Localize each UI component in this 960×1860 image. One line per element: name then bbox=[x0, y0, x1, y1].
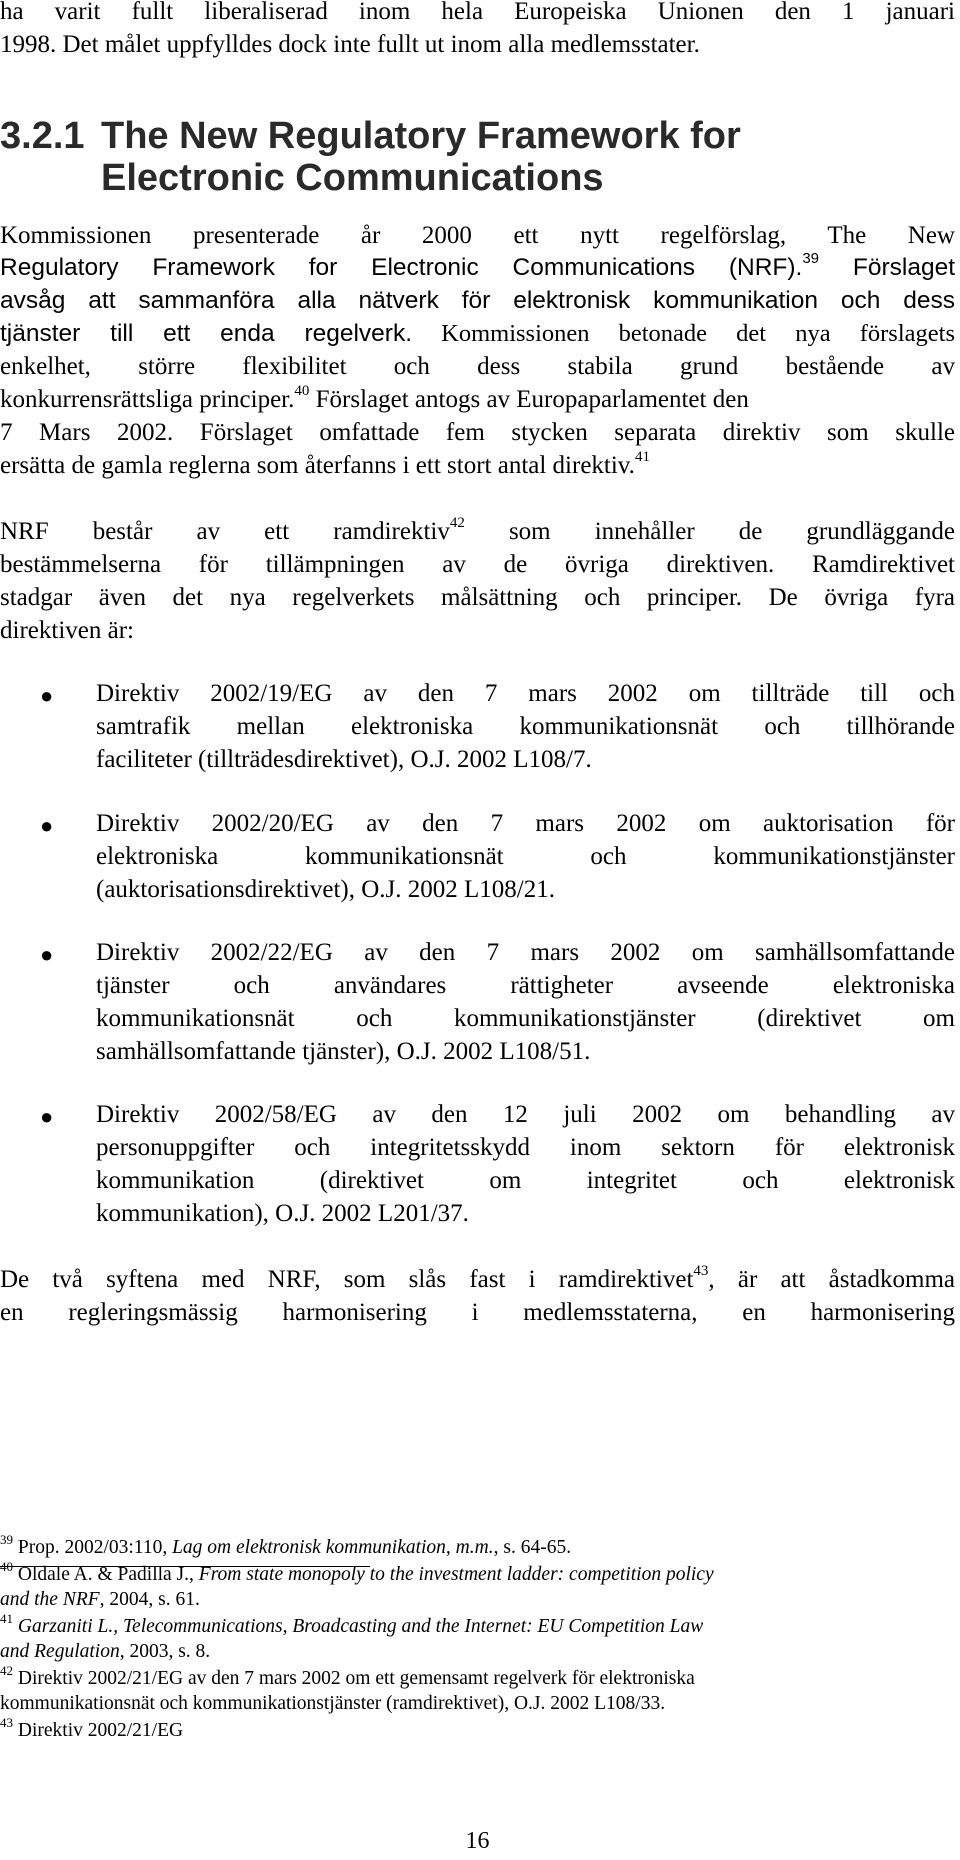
footnote-41: $^{41}$ Garzaniti L., Telecommunications, Broadcasting and the Internet: EU Competition Law bbox=[0, 1611, 704, 1637]
list-item-line: samhällsomfattande tjänster), O.J. 2002 L108/51. bbox=[96, 1038, 591, 1065]
para1-line-5: enkelhet, större flexibilitet och dess stabila grund bestående av bbox=[0, 353, 955, 380]
intro-line-2: 1998. Det målet uppfylldes dock inte fullt ut inom alla medlemsstater. bbox=[0, 31, 700, 58]
para2-line-1: NRF består av ett ramdirektiv$^{42}$ som innehåller de grundläggande bbox=[0, 515, 955, 545]
list-item-line: tjänster och användares rättigheter avseende elektroniska bbox=[96, 972, 955, 999]
para1-line-6: konkurrensrättsliga principer.$^{40}$ Förslaget antogs av Europaparlamentet den bbox=[0, 383, 749, 413]
para2-line-3: stadgar även det nya regelverkets målsättning och principer. De övriga fyra bbox=[0, 584, 956, 611]
footnote-41-cont: and Regulation, 2003, s. 8. bbox=[0, 1641, 211, 1662]
list-item-line: faciliteter (tillträdesdirektivet), O.J. 2002 L108/7. bbox=[96, 746, 592, 773]
list-item-line: personuppgifter och integritetsskydd inom sektorn för elektronisk bbox=[96, 1134, 955, 1161]
para2-line-2: bestämmelserna för tillämpningen av de övriga direktiven. Ramdirektivet bbox=[0, 551, 955, 578]
para2-line-4: direktiven är: bbox=[0, 617, 134, 644]
list-item-line: elektroniska kommunikationsnät och kommunikationstjänster bbox=[96, 843, 955, 870]
para1-line-1: Kommissionen presenterade år 2000 ett nytt regelförslag, The New bbox=[0, 222, 955, 249]
footnote-42: $^{42}$ Direktiv 2002/21/EG av den 7 mars 2002 om ett gemensamt regelverk för elektroniska bbox=[0, 1663, 695, 1689]
para1-line-3: avsåg att sammanföra alla nätverk för elektronisk kommunikation och dess bbox=[0, 287, 955, 314]
list-item-line: Direktiv 2002/20/EG av den 7 mars 2002 om auktorisation för bbox=[96, 810, 955, 837]
para1-line-4: tjänster till ett enda regelverk. Kommissionen betonade det nya förslagets bbox=[0, 320, 955, 347]
footnote-ref-39: 39 bbox=[802, 250, 820, 267]
section-title-line-1: The New Regulatory Framework for bbox=[101, 115, 741, 157]
footnote-43: $^{43}$ Direktiv 2002/21/EG bbox=[0, 1715, 184, 1741]
page-number: 16 bbox=[465, 1828, 490, 1854]
bullet-icon: ● bbox=[40, 942, 54, 967]
list-item-line: kommunikationsnät och kommunikationstjänster (direktivet om bbox=[96, 1005, 955, 1032]
list-item-line: Direktiv 2002/22/EG av den 7 mars 2002 om samhällsomfattande bbox=[96, 939, 955, 966]
bullet-icon: ● bbox=[40, 1104, 54, 1129]
section-number: 3.2.1 bbox=[0, 115, 85, 157]
para1-line-2: Regulatory Framework for Electronic Communications (NRF).$^{39}$ Förslaget bbox=[0, 250, 956, 281]
list-item-line: kommunikation (direktivet om integritet och elektronisk bbox=[96, 1167, 955, 1194]
footnote-39: $^{39}$ Prop. 2002/03:110, Lag om elektronisk kommunikation, m.m., s. 64-65. bbox=[0, 1532, 572, 1558]
bullet-icon: ● bbox=[40, 683, 54, 708]
footnote-ref-42: 42 bbox=[449, 515, 465, 531]
footnote-ref-40: 40 bbox=[294, 383, 310, 399]
footnote-ref-41: 41 bbox=[634, 449, 650, 465]
list-item-line: Direktiv 2002/19/EG av den 7 mars 2002 om tillträde till och bbox=[96, 680, 955, 707]
footnote-42-cont: kommunikationsnät och kommunikationstjänster (ramdirektivet), O.J. 2002 L108/33. bbox=[0, 1693, 666, 1714]
footnote-40-cont: and the NRF, 2004, s. 61. bbox=[0, 1589, 200, 1610]
section-title-line-2: Electronic Communications bbox=[101, 157, 604, 199]
list-item-line: (auktorisationsdirektivet), O.J. 2002 L108/21. bbox=[96, 876, 555, 903]
list-item-line: Direktiv 2002/58/EG av den 12 juli 2002 om behandling av bbox=[96, 1101, 955, 1128]
para1-line-8: ersätta de gamla reglerna som återfanns i ett stort antal direktiv.$^{41}$ bbox=[0, 449, 650, 479]
footnote-40: $^{40}$ Oldale A. & Padilla J., From state monopoly to the investment ladder: competition policy bbox=[0, 1559, 714, 1585]
para1-line-7: 7 Mars 2002. Förslaget omfattade fem stycken separata direktiv som skulle bbox=[0, 419, 955, 446]
footnote-ref-43: 43 bbox=[693, 1263, 709, 1279]
para3-line-2: en regleringsmässig harmonisering i medlemsstaterna, en harmonisering bbox=[0, 1299, 955, 1326]
list-item-line: kommunikation), O.J. 2002 L201/37. bbox=[96, 1200, 469, 1227]
bullet-icon: ● bbox=[40, 813, 54, 838]
intro-line-1: ha varit fullt liberaliserad inom hela Europeiska Unionen den 1 januari bbox=[0, 0, 955, 25]
list-item-line: samtrafik mellan elektroniska kommunikationsnät och tillhörande bbox=[96, 713, 955, 740]
para3-line-1: De två syftena med NRF, som slås fast i ramdirektivet$^{43}$, är att åstadkomma bbox=[0, 1263, 955, 1293]
